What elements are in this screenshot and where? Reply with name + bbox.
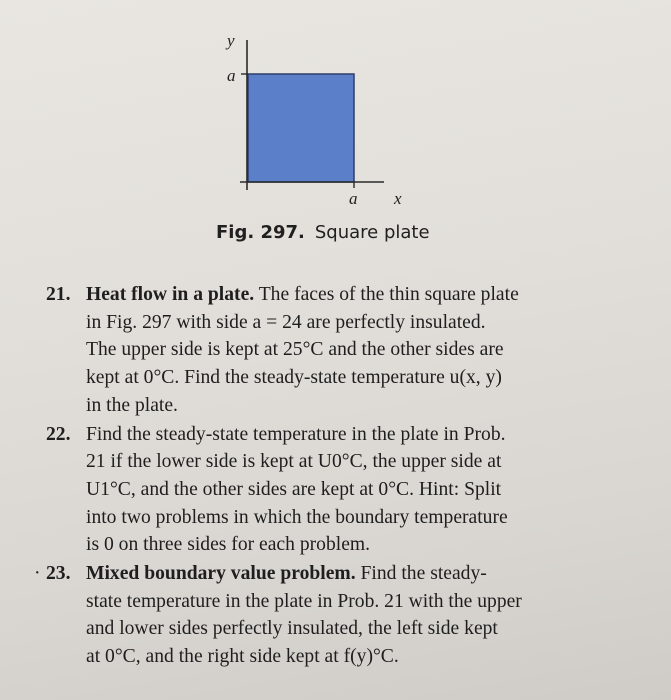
y-axis-label: y [227,31,235,50]
problem-number: 21. [46,284,71,305]
problem-number: 22. [46,423,71,445]
problem-line: in Fig. 297 with side a = 24 are perfectly insulated. [86,311,486,333]
problem-title: Heat flow in a plate. [86,284,255,305]
problem-line: 21 if the lower side is kept at U0°C, the upper side at [86,451,502,473]
x-axis-label: x [394,189,402,208]
problem-list [34,281,640,671]
problem-21 [40,281,640,420]
x-tick-label: a [349,189,358,208]
problem-line: is 0 on three sides for each problem. [86,534,371,556]
problem-line: in the plate. [86,394,178,416]
problem-title: Mixed boundary value problem. [86,563,356,585]
figure-297 [0,0,671,260]
problem-line: Heat flow in a plate. The faces of the thin square plate [86,284,519,305]
problem-line: U1°C, and the other sides are kept at 0°C. Hint: Split [86,478,502,500]
margin-dot: · [34,563,41,585]
problem-line: Mixed boundary value problem. Find the steady- [86,563,487,585]
problem-line: The upper side is kept at 25°C and the other sides are [86,339,504,361]
problem-line: into two problems in which the boundary temperature [86,506,508,528]
figure-title: Square plate [314,222,430,243]
problem-22 [40,421,640,560]
problem-line: at 0°C, and the right side kept at f(y)°C. [86,646,399,668]
plate-square [248,74,354,182]
figure-caption [216,222,430,243]
problem-line: kept at 0°C. Find the steady-state temperature u(x, y) [86,367,502,389]
problem-23 [34,560,640,671]
figure-number: Fig. 297. [216,222,305,243]
problem-line: and lower sides perfectly insulated, the left side kept [86,618,498,640]
problem-line: state temperature in the plate in Prob. 21 with the upper [86,590,522,612]
square-plate-diagram [0,0,671,260]
y-tick-label: a [227,66,236,85]
problem-line: Find the steady-state temperature in the plate in Prob. [86,423,506,445]
problem-number: 23. [46,563,71,585]
